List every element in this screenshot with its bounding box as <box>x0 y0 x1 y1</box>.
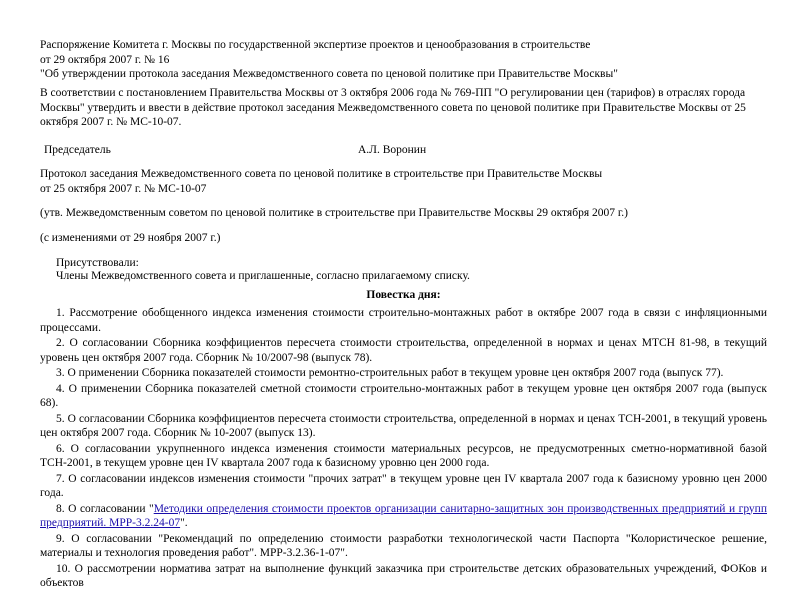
protocol-title: Протокол заседания Межведомственного совета по ценовой политике в строительстве при Правительстве Москвы <box>40 168 603 180</box>
agenda-list <box>40 306 767 592</box>
attendees-text: Члены Межведомственного совета и приглашенные, согласно прилагаемому списку. <box>56 270 470 282</box>
agenda-item-8-prefix: 8. О согласовании " <box>56 502 154 515</box>
agenda-item: 4. О применении Сборника показателей сметной стоимости строительно-монтажных работ в текущем уровне цен октября 2007 года (выпуск 68). <box>40 382 767 409</box>
order-date: от 29 октября 2007 г. № 16 <box>40 53 170 66</box>
agenda-item: 10. О рассмотрении норматива затрат на выполнение функций заказчика при строительстве детских образовательных учреждений, ФОКов и объектов <box>40 562 767 589</box>
agenda-item-8-suffix: ". <box>180 517 188 529</box>
order-title: Распоряжение Комитета г. Москвы по государственной экспертизе проектов и ценообразования в строительстве <box>40 39 591 51</box>
agenda-item: 7. О согласовании индексов изменения стоимости "прочих затрат" в текущем уровне цен IV квартала 2007 года к базисному уровню цен 2000 года. <box>40 472 767 499</box>
agenda-heading: Повестка дня: <box>366 289 441 301</box>
agenda-item: 2. О согласовании Сборника коэффициентов пересчета стоимости строительства, определенной в нормах и ценах МТСН 81-98, в текущий уровень цен октября 2007 года. Сборник № 10/2007-98 (выпуск 78). <box>40 337 767 364</box>
agenda-item: 3. О применении Сборника показателей стоимости ремонтно-строительных работ в текущем уровне цен октября 2007 года (выпуск 77). <box>56 367 724 379</box>
amendment-note: (с изменениями от 29 ноября 2007 г.) <box>40 232 221 244</box>
agenda-item: 9. О согласовании "Рекомендаций по определению стоимости разработки технологической части Паспорта "Колористическое решение, материалы и технология проведения работ". МРР-3.2.36-1-07". <box>40 532 767 559</box>
signature-name: А.Л. Воронин <box>358 144 427 156</box>
methodology-link[interactable]: Методики определения стоимости проектов организации санитарно-защитных зон производственных предприятий и групп предприятий. МРР-3.2.24-07 <box>40 502 767 529</box>
signature-title: Председатель <box>44 144 111 156</box>
approval-note: (утв. Межведомственным советом по ценовой политике в строительстве при Правительстве Москвы 29 октября 2007 г.) <box>40 207 628 219</box>
intro-paragraph: В соответствии с постановлением Правительства Москвы от 3 октября 2006 года № 769-ПП "О регулировании цен (тарифов) в отраслях города Москвы" утвердить и ввести в действие протокол заседания Межведомственного совета по ценовой политике при Правительстве Москвы от 25 октября 2007 г. № МС-10-07. <box>40 87 746 128</box>
agenda-item: 1. Рассмотрение обобщенного индекса изменения стоимости строительно-монтажных работ в октябре 2007 года в связи с инфляционными процессами. <box>40 307 767 334</box>
order-header <box>40 38 768 82</box>
agenda-item: 5. О согласовании Сборника коэффициентов пересчета стоимости строительства, определенной в нормах и ценах ТСН-2001, в текущий уровень цен октября 2007 года. Сборник № 10-2007 (выпуск 13). <box>40 412 767 439</box>
agenda-item: 6. О согласовании укрупненного индекса изменения стоимости материальных ресурсов, не предусмотренных сметно-нормативной базой ТСН-2001, в текущем уровне цен IV квартала 2007 года к базисному уровню цен 2000 года. <box>40 442 767 469</box>
order-subject: "Об утверждении протокола заседания Межведомственного совета по ценовой политике при Правительстве Москвы" <box>40 68 618 80</box>
attendees-label: Присутствовали: <box>56 257 139 269</box>
protocol-header <box>40 167 768 196</box>
agenda-item <box>40 502 767 531</box>
protocol-date: от 25 октября 2007 г. № МС-10-07 <box>40 182 207 195</box>
